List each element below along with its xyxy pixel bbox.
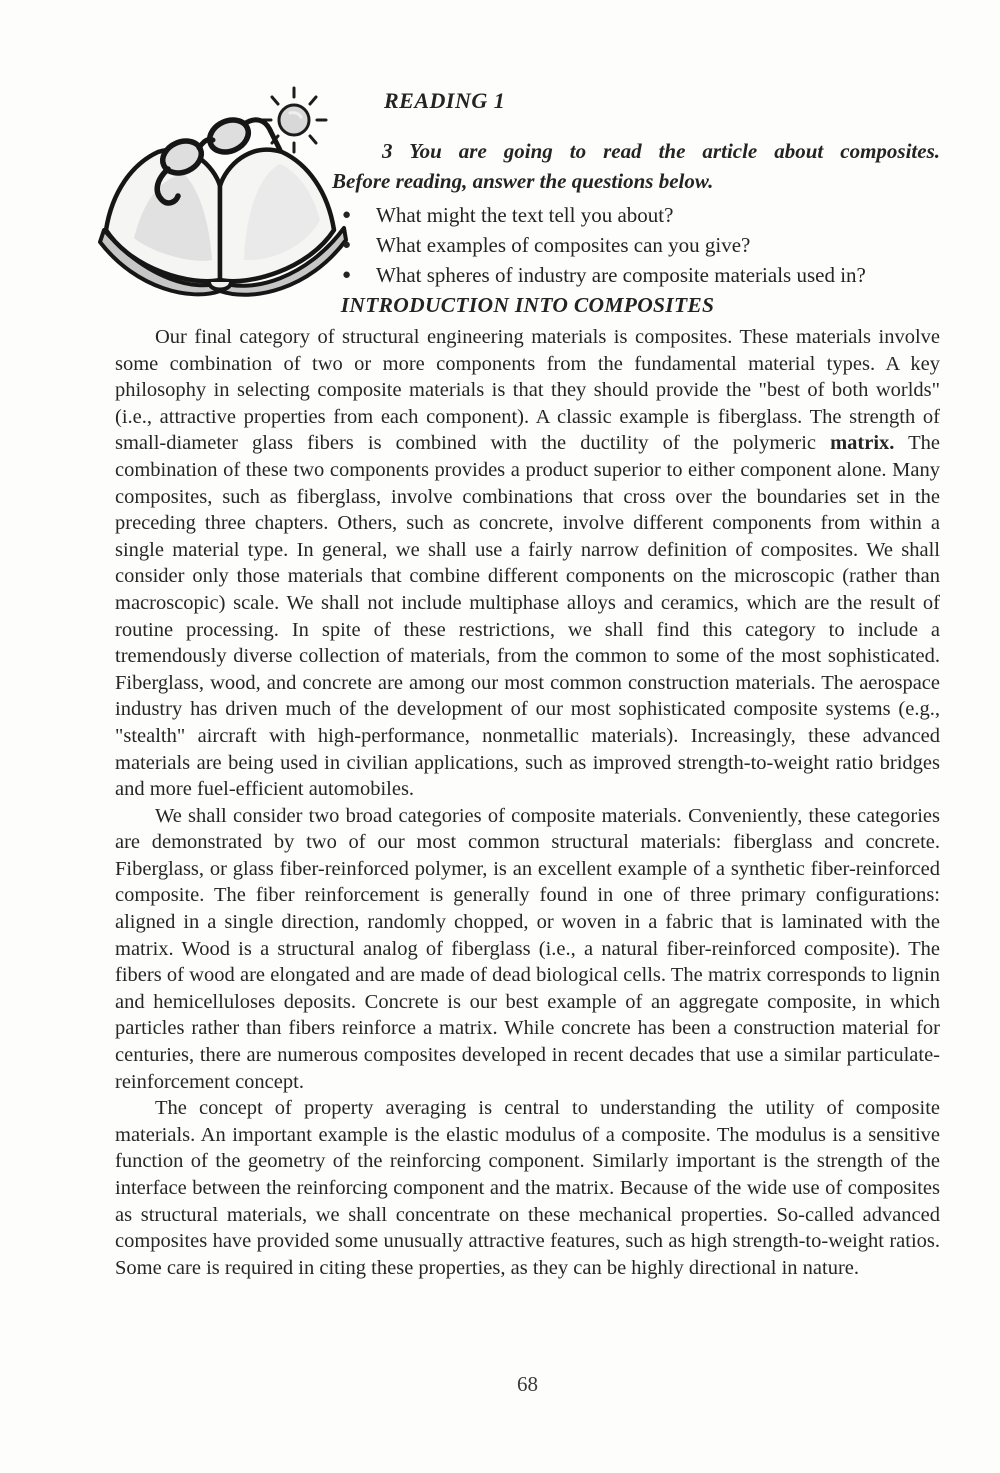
question-text: What might the text tell you about? xyxy=(376,203,674,227)
article-paragraph-3: The concept of property averaging is central to understanding the utility of composite materials. An important example is the elastic modulus of a composite. The modulus is a sensitive function of the geometry of the reinforcing component. Similarly important is the strength of the interface between the reinforcing component and the matrix. Because of the wide use of composites as structural materials, we shall concentrate on these mechanical properties. So-called advanced composites have provided some unusually attractive features, such as high strength-to-weight ratios. Some care is required in citing these properties, as they can be highly directional in nature. xyxy=(115,1097,940,1279)
question-item xyxy=(332,200,940,230)
bullet-icon: ● xyxy=(342,267,352,283)
question-item xyxy=(332,260,940,290)
task-instruction-line-1: 3 You are going to read the article about composites. xyxy=(382,139,940,163)
bullet-icon: ● xyxy=(342,207,352,223)
sun-icon xyxy=(262,88,326,152)
open-book-icon xyxy=(92,80,362,300)
bullet-icon: ● xyxy=(342,237,352,253)
paragraph-text: The combination of these two components provides a product superior to either component alone. Many composites, such as fiberglass, involve combinations that cross over the boundaries set in the preceding three chapters. Others, such as concrete, involve different components from within a single material type. In general, we shall use a fairly narrow definition of composites. We shall consider only those materials that combine different components on the microscopic (rather than macroscopic) scale. We shall not include multiphase alloys and ceramics, which are the result of routine processing. In spite of these restrictions, we shall find this category to include a tremendously diverse collection of materials, from the common to some of the most sophisticated. Fiberglass, wood, and concrete are among our most common construction materials. The aerospace industry has driven much of the development of our most sophisticated composite systems (e.g., "stealth" aircraft with high-performance, nonmetallic materials). Increasingly, these advanced materials are being used in civilian applications, such as improved strength-to-weight ratio bridges and more fuel-efficient automobiles. xyxy=(115,432,940,801)
reading-title: READING 1 xyxy=(384,88,506,113)
paragraph-text: Our final category of structural engineering materials is composites. These materials involve some combination of two or more components from the fundamental material types. A key philosophy in selecting composite materials is that they should provide the "best of both worlds" (i.e., attractive properties from each component). A classic example is fiberglass. The strength of small-diameter glass fibers is combined with the ductility of the polymeric xyxy=(115,326,940,455)
article-paragraph-1 xyxy=(115,324,940,803)
page-number: 68 xyxy=(517,1372,538,1396)
article-paragraph-2: We shall consider two broad categories of composite materials. Conveniently, these categories are demonstrated by two of our most common structural materials: fiberglass and concrete. Fiberglass, or glass fiber-reinforced polymer, is an excellent example of a synthetic fiber-reinforced composite. The fiber reinforcement is generally found in one of three primary configurations: aligned in a single direction, randomly chopped, or woven in a fabric that is laminated with the matrix. Wood is a structural analog of fiberglass (i.e., a natural fiber-reinforced composite). The fibers of wood are elongated and are made of dead biological cells. The matrix corresponds to lignin and hemicelluloses deposits. Concrete is our best example of an aggregate composite, in which particles rather than fibers reinforce a matrix. While concrete has been a construction material for centuries, there are numerous composites developed in recent decades that use a similar particulate-reinforcement concept. xyxy=(115,804,940,1093)
bold-term-matrix: matrix. xyxy=(830,432,895,455)
question-text: What examples of composites can you give? xyxy=(376,233,751,257)
question-text: What spheres of industry are composite materials used in? xyxy=(376,263,866,287)
question-item xyxy=(332,230,940,260)
open-book-body xyxy=(100,150,346,295)
article xyxy=(115,292,940,1281)
pre-reading-questions xyxy=(332,200,940,290)
reading-header xyxy=(332,88,940,290)
book-and-glasses-illustration xyxy=(92,80,362,300)
article-title: INTRODUCTION INTO COMPOSITES xyxy=(340,293,715,317)
task-instruction-line-2: Before reading, answer the questions below. xyxy=(332,169,714,193)
